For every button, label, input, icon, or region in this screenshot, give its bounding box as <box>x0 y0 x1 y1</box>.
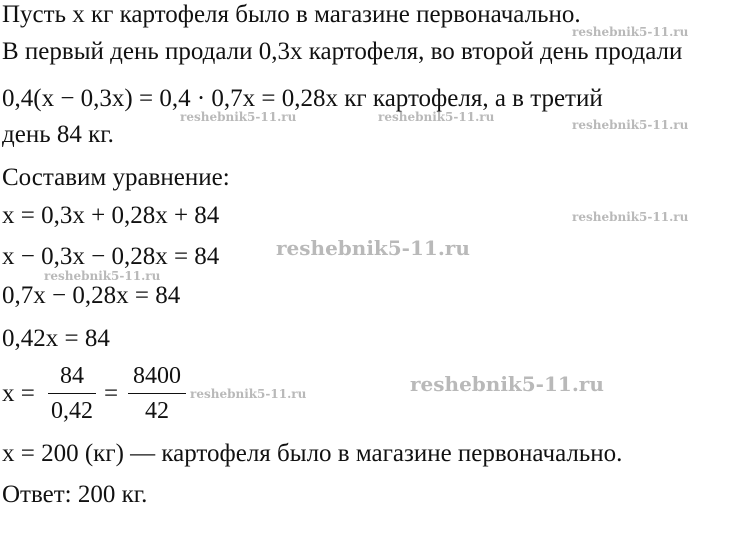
watermark: reshebnik5-11.ru <box>378 110 495 124</box>
equation-line: x = 0,3x + 0,28x + 84 <box>2 202 220 229</box>
second-day-line: 0,4(x − 0,3x) = 0,4 · 0,7x = 0,28x кг картофеля, а в третий <box>2 85 603 112</box>
fraction-numerator: 8400 <box>133 363 181 389</box>
answer-line: Ответ: 200 кг. <box>2 481 148 508</box>
equals-sign: = <box>104 380 119 407</box>
watermark: reshebnik5-11.ru <box>180 110 297 124</box>
fraction-denominator: 42 <box>145 398 169 424</box>
statement-line: Пусть x кг картофеля было в магазине первоначально. <box>2 1 581 28</box>
fraction-denominator: 0,42 <box>51 398 93 424</box>
fraction-bar <box>48 393 96 394</box>
watermark: reshebnik5-11.ru <box>572 25 689 39</box>
equation-heading: Составим уравнение: <box>2 164 230 191</box>
equation-step-line: 0,42x = 84 <box>2 325 110 352</box>
equation-step-line: x − 0,3x − 0,28x = 84 <box>2 243 220 270</box>
watermark: reshebnik5-11.ru <box>572 210 689 224</box>
third-day-line: день 84 кг. <box>2 121 114 148</box>
fraction-bar <box>128 393 186 394</box>
watermark: reshebnik5-11.ru <box>190 387 307 401</box>
first-day-line: В первый день продали 0,3x картофеля, во второй день продали <box>2 38 683 65</box>
result-line: x = 200 (кг) — картофеля было в магазине первоначально. <box>2 440 623 467</box>
fraction-numerator: 84 <box>60 363 84 389</box>
equation-prefix: x = <box>2 380 35 407</box>
watermark: reshebnik5-11.ru <box>276 236 470 260</box>
watermark: reshebnik5-11.ru <box>572 118 689 132</box>
watermark: reshebnik5-11.ru <box>410 372 604 396</box>
watermark: reshebnik5-11.ru <box>44 269 161 283</box>
equation-step-line: 0,7x − 0,28x = 84 <box>2 282 181 309</box>
